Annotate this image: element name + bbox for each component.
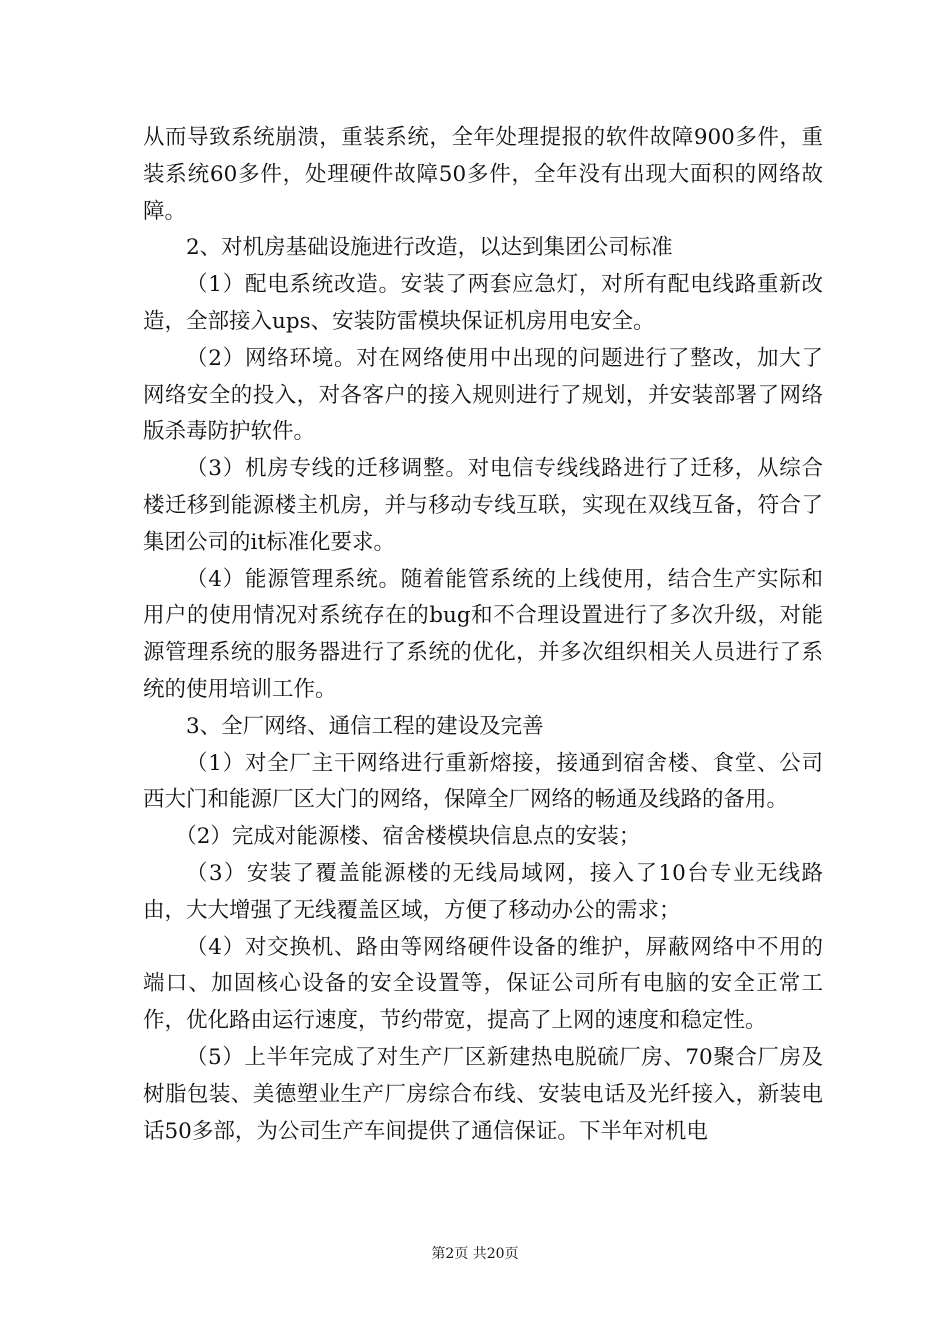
paragraph-wireless-lan: （3）安装了覆盖能源楼的无线局域网，接入了10台专业无线路由，大大增强了无线覆盖区域，方便了移动办公的需求； bbox=[143, 860, 823, 923]
footer-middle: 页 共 bbox=[454, 1246, 487, 1262]
footer-total-pages: 20 bbox=[486, 1246, 505, 1262]
section-heading-3: 3、全厂网络、通信工程的建设及完善 bbox=[186, 713, 544, 739]
paragraph-backbone-network: （1）对全厂主干网络进行重新熔接，接通到宿舍楼、食堂、公司西大门和能源厂区大门的网络，保障全厂网络的畅通及线路的备用。 bbox=[143, 750, 823, 813]
paragraph-hardware-maintenance: （4）对交换机、路由等网络硬件设备的维护，屏蔽网络中不用的端口、加固核心设备的安全设置等，保证公司所有电脑的安全正常工作，优化路由运行速度，节约带宽，提高了上网的速度和稳定性。 bbox=[143, 934, 823, 1034]
paragraph-power-system: （1）配电系统改造。安装了两套应急灯，对所有配电线路重新改造，全部接入ups、安装防雷模块保证机房用电安全。 bbox=[143, 272, 823, 334]
footer-prefix: 第 bbox=[431, 1246, 446, 1262]
footer-suffix: 页 bbox=[504, 1246, 519, 1262]
document-body bbox=[143, 120, 823, 1150]
section-heading-2: 2、对机房基础设施进行改造，以达到集团公司标准 bbox=[186, 235, 673, 261]
paragraph-network-environment: （2）网络环境。对在网络使用中出现的问题进行了整改，加大了网络安全的投入，对各客户的接入规则进行了规划，并安装部署了网络版杀毒防护软件。 bbox=[143, 345, 823, 445]
paragraph-info-points: （2）完成对能源楼、宿舍楼模块信息点的安装； bbox=[175, 824, 641, 850]
footer-current-page: 2 bbox=[445, 1246, 455, 1262]
paragraph-line-migration: （3）机房专线的迁移调整。对电信专线线路进行了迁移，从综合楼迁移到能源楼主机房，并与移动专线互联，实现在双线互备，符合了集团公司的it标准化要求。 bbox=[143, 456, 823, 555]
paragraph-cabling-telephone: （5）上半年完成了对生产厂区新建热电脱硫厂房、70聚合厂房及树脂包装、美德塑业生产厂房综合布线、安装电话及光纤接入，新装电话50多部，为公司生产车间提供了通信保证。下半年对机电 bbox=[143, 1044, 823, 1144]
paragraph-continuation: 从而导致系统崩溃，重装系统，全年处理提报的软件故障900多件，重装系统60多件，处理硬件故障50多件，全年没有出现大面积的网络故障。 bbox=[143, 125, 823, 224]
page-number-footer bbox=[0, 1245, 950, 1263]
paragraph-energy-management: （4）能源管理系统。随着能管系统的上线使用，结合生产实际和用户的使用情况对系统存在的bug和不合理设置进行了多次升级，对能源管理系统的服务器进行了系统的优化，并多次组织相关人员进行了系统的使用培训工作。 bbox=[143, 566, 823, 702]
